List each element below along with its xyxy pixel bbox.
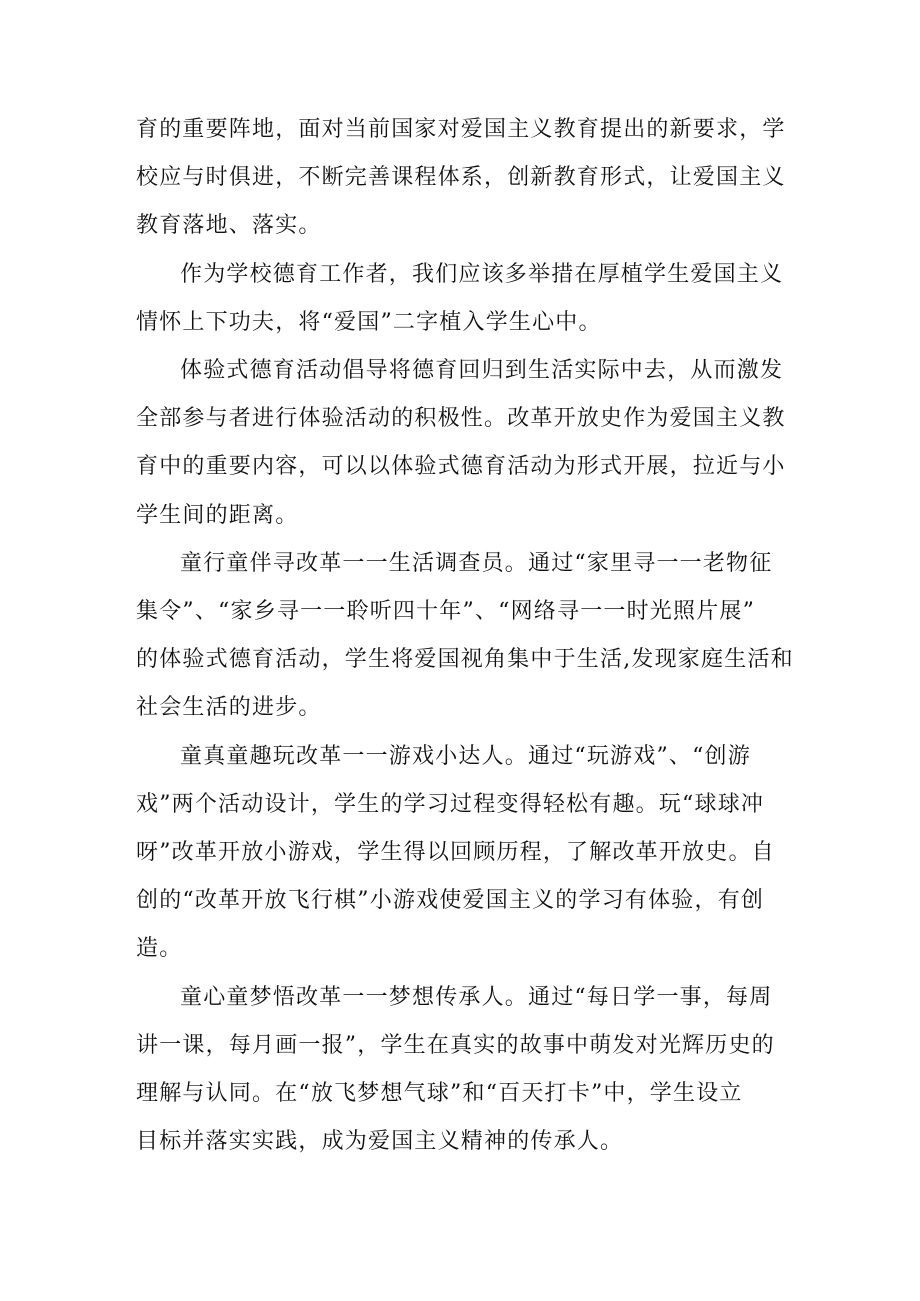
document-body <box>136 106 796 1166</box>
paragraph-line: 育的重要阵地，面对当前国家对爱国主义教育提出的新要求，学 <box>136 117 786 142</box>
paragraph-line: 社会生活的进步。 <box>136 695 322 721</box>
paragraph-4 <box>136 540 796 733</box>
paragraph-line: 童行童伴寻改革一一生活调查员。通过“家里寻一一老物征 <box>180 550 773 576</box>
paragraph-6 <box>136 974 796 1167</box>
paragraph-line: 集令”、“家乡寻一一聆听四十年”、“网络寻一一时光照片展” <box>136 599 756 625</box>
paragraph-line: 目标并落实实践，成为爱国主义精神的传承人。 <box>136 1129 624 1155</box>
paragraph-line: 呀”改革开放小游戏，学生得以回顾历程，了解改革开放史。自 <box>136 840 775 866</box>
paragraph-line: 学生间的距离。 <box>136 502 299 528</box>
paragraph-line: 讲一课，每月画一报”，学生在真实的故事中萌发对光辉历史的 <box>136 1032 775 1058</box>
paragraph-line: 创的“改革开放飞行棋”小游戏使爱国主义的学习有体验，有创 <box>136 888 765 914</box>
paragraph-line: 造。 <box>136 936 183 962</box>
paragraph-5 <box>136 733 796 974</box>
paragraph-1 <box>136 106 796 251</box>
paragraph-line: 体验式德育活动倡导将德育回归到生活实际中去，从而激发 <box>180 358 784 384</box>
paragraph-line: 全部参与者进行体验活动的积极性。改革开放史作为爱国主义教 <box>136 406 786 432</box>
paragraph-line: 作为学校德育工作者，我们应该多举措在厚植学生爱国主义 <box>180 261 784 287</box>
paragraph-line: 的体验式德育活动，学生将爱国视角集中于生活,发现家庭生活和 <box>136 647 794 673</box>
paragraph-line: 教育落地、落实。 <box>136 213 322 239</box>
paragraph-line: 育中的重要内容，可以以体验式德育活动为形式开展，拉近与小 <box>136 454 786 480</box>
paragraph-line: 情怀上下功夫，将“爱国”二字植入学生心中。 <box>136 309 602 335</box>
paragraph-3 <box>136 347 796 540</box>
paragraph-line: 戏”两个活动设计，学生的学习过程变得轻松有趣。玩“球球冲 <box>136 791 765 817</box>
paragraph-line: 童真童趣玩改革一一游戏小达人。通过“玩游戏”、“创游 <box>180 743 751 769</box>
paragraph-line: 理解与认同。在“放飞梦想气球”和“百天打卡”中，学生设立 <box>136 1081 743 1107</box>
paragraph-line: 校应与时俱进，不断完善课程体系，创新教育形式，让爱国主义 <box>136 165 786 191</box>
paragraph-2 <box>136 251 796 347</box>
paragraph-line: 童心童梦悟改革一一梦想传承人。通过“每日学一事，每周 <box>180 984 773 1010</box>
